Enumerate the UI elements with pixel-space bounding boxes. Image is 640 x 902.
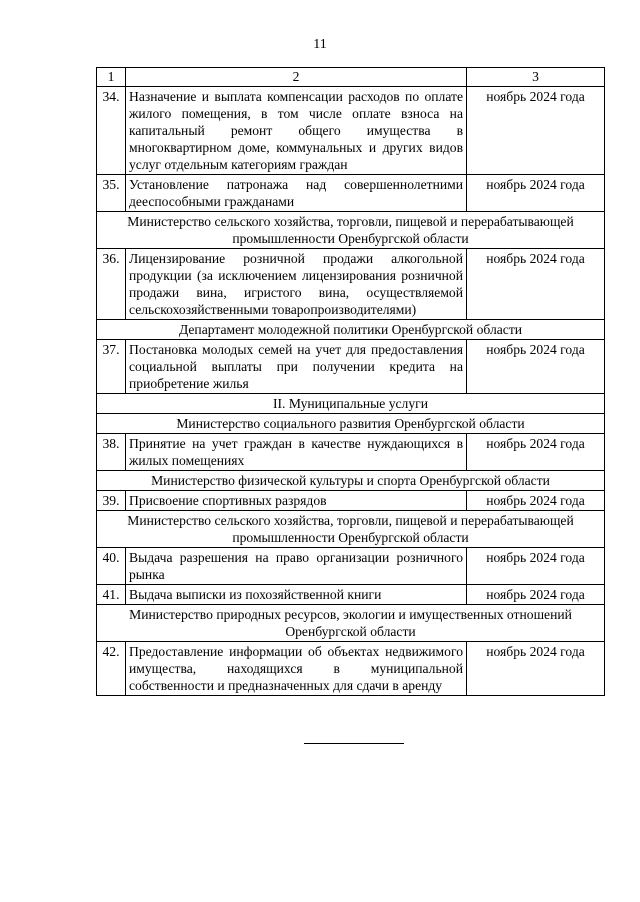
service-name: Присвоение спортивных разрядов xyxy=(126,491,467,511)
service-name: Выдача разрешения на право организации розничного рынка xyxy=(126,548,467,585)
table-row xyxy=(97,585,605,605)
page-number: 11 xyxy=(313,37,327,52)
section-header-row xyxy=(97,471,605,491)
service-name: Выдача выписки из похозяйственной книги xyxy=(126,585,467,605)
table-row xyxy=(97,434,605,471)
row-number: 41. xyxy=(97,585,126,605)
table-row xyxy=(97,175,605,212)
section-title: Департамент молодежной политики Оренбургской области xyxy=(97,320,605,340)
row-number: 39. xyxy=(97,491,126,511)
deadline-date: ноябрь 2024 года xyxy=(467,585,605,605)
deadline-date: ноябрь 2024 года xyxy=(467,548,605,585)
deadline-date: ноябрь 2024 года xyxy=(467,340,605,394)
section-title: Министерство сельского хозяйства, торговли, пищевой и перерабатывающей промышленности Оренбургской области xyxy=(97,212,605,249)
service-name: Лицензирование розничной продажи алкогольной продукции (за исключением лицензирования розничной продажи вина, игристого вина, осуществляемой сельскохозяйственными товаропроизводителями) xyxy=(126,249,467,320)
section-title: Министерство социального развития Оренбургской области xyxy=(97,414,605,434)
table-row xyxy=(97,642,605,696)
section-header-row xyxy=(97,605,605,642)
service-name: Принятие на учет граждан в качестве нуждающихся в жилых помещениях xyxy=(126,434,467,471)
header-col-3: 3 xyxy=(467,68,605,87)
section-header-row xyxy=(97,414,605,434)
section-header-row xyxy=(97,511,605,548)
deadline-date: ноябрь 2024 года xyxy=(467,491,605,511)
services-table xyxy=(96,67,605,696)
service-name: Установление патронажа над совершеннолетними дееспособными гражданами xyxy=(126,175,467,212)
table-row xyxy=(97,249,605,320)
header-col-2: 2 xyxy=(126,68,467,87)
row-number: 34. xyxy=(97,87,126,175)
table-row xyxy=(97,340,605,394)
row-number: 36. xyxy=(97,249,126,320)
service-name: Предоставление информации об объектах недвижимого имущества, находящихся в муниципальной собственности и предназначенных для сдачи в аренду xyxy=(126,642,467,696)
deadline-date: ноябрь 2024 года xyxy=(467,249,605,320)
table-header-row xyxy=(97,68,605,87)
table-body xyxy=(97,68,605,696)
row-number: 35. xyxy=(97,175,126,212)
section-header-row xyxy=(97,212,605,249)
section-title: Министерство природных ресурсов, экологии и имущественных отношений Оренбургской области xyxy=(97,605,605,642)
section-title: Министерство сельского хозяйства, торговли, пищевой и перерабатывающей промышленности Оренбургской области xyxy=(97,511,605,548)
header-col-1: 1 xyxy=(97,68,126,87)
deadline-date: ноябрь 2024 года xyxy=(467,642,605,696)
section-header-row xyxy=(97,394,605,414)
deadline-date: ноябрь 2024 года xyxy=(467,175,605,212)
row-number: 38. xyxy=(97,434,126,471)
service-name: Постановка молодых семей на учет для предоставления социальной выплаты при получении кредита на приобретение жилья xyxy=(126,340,467,394)
section-header-row xyxy=(97,320,605,340)
table-row xyxy=(97,548,605,585)
service-name: Назначение и выплата компенсации расходов по оплате жилого помещения, в том числе оплате взноса на капитальный ремонт общего имущества в многоквартирном доме, коммунальных и других видов услуг отдельным категориям граждан xyxy=(126,87,467,175)
row-number: 37. xyxy=(97,340,126,394)
table-row xyxy=(97,491,605,511)
row-number: 42. xyxy=(97,642,126,696)
deadline-date: ноябрь 2024 года xyxy=(467,87,605,175)
table-row xyxy=(97,87,605,175)
deadline-date: ноябрь 2024 года xyxy=(467,434,605,471)
footer-divider xyxy=(304,743,404,744)
section-title: II. Муниципальные услуги xyxy=(97,394,605,414)
row-number: 40. xyxy=(97,548,126,585)
section-title: Министерство физической культуры и спорта Оренбургской области xyxy=(97,471,605,491)
